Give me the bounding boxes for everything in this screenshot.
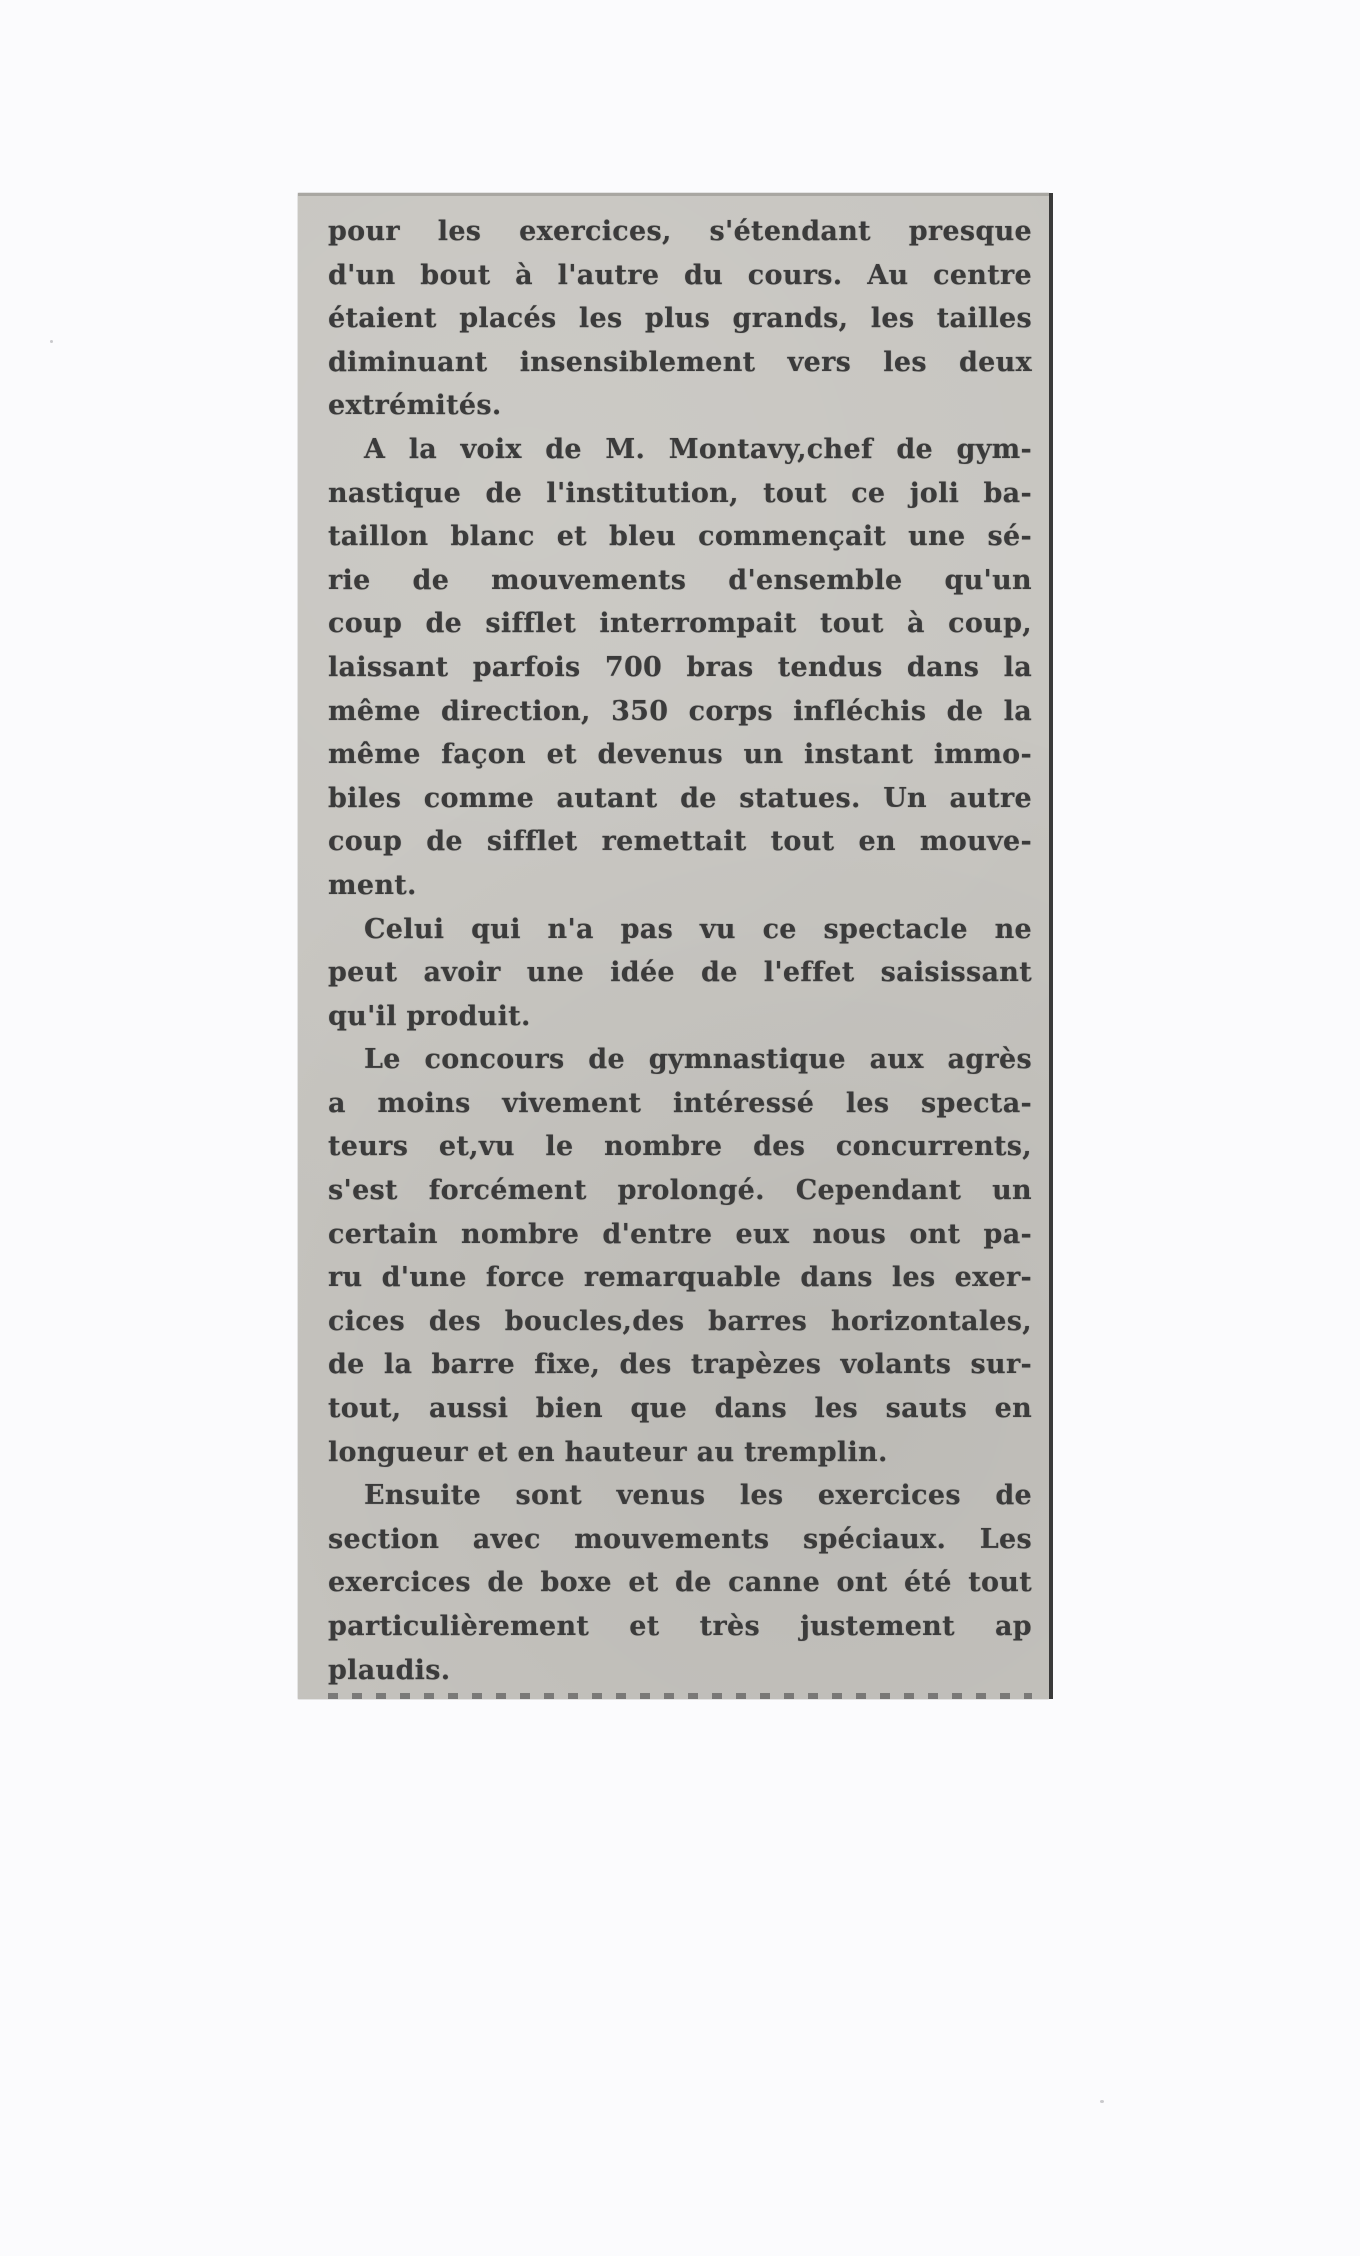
article-line: cices des boucles,des barres horizontales, <box>328 1305 1032 1337</box>
article-line: coup de sifflet interrompait tout à coup, <box>328 608 1032 640</box>
article-line: peut avoir une idée de l'effet saisissant <box>328 957 1032 989</box>
article-line: teurs et,vu le nombre des concurrents, <box>328 1131 1032 1163</box>
article-line: ru d'une force remarquable dans les exer- <box>328 1262 1032 1294</box>
article-line: s'est forcément prolongé. Cependant un <box>328 1175 1032 1207</box>
clipping-top-edge <box>298 193 1049 196</box>
article-line: Celui qui n'a pas vu ce spectacle ne <box>364 913 1032 945</box>
article-line: diminuant insensiblement vers les deux <box>328 346 1032 378</box>
article-line: longueur et en hauteur au tremplin. <box>328 1436 888 1468</box>
article-line: même direction, 350 corps infléchis de la <box>328 695 1032 727</box>
article-line: coup de sifflet remettait tout en mouve- <box>328 826 1032 858</box>
article-line: biles comme autant de statues. Un autre <box>328 782 1032 814</box>
article-line: section avec mouvements spéciaux. Les <box>328 1523 1032 1555</box>
article-column <box>328 210 1032 1692</box>
newspaper-clipping <box>298 193 1049 1699</box>
article-line: qu'il produit. <box>328 1000 531 1032</box>
article-line: certain nombre d'entre eux nous ont pa- <box>328 1218 1032 1250</box>
scan-speck <box>1100 2100 1104 2103</box>
article-line: Le concours de gymnastique aux agrès <box>364 1044 1032 1076</box>
article-line: étaient placés les plus grands, les tailles <box>328 303 1032 335</box>
article-line: taillon blanc et bleu commençait une sé- <box>328 521 1032 553</box>
article-line: rie de mouvements d'ensemble qu'un <box>328 564 1032 596</box>
article-line: laissant parfois 700 bras tendus dans la <box>328 651 1032 683</box>
article-line: tout, aussi bien que dans les sauts en <box>328 1393 1032 1425</box>
article-line: a moins vivement intéressé les specta- <box>328 1087 1032 1119</box>
clipping-column-rule <box>1049 193 1053 1699</box>
article-line: plaudis. <box>328 1654 451 1686</box>
article-line: Ensuite sont venus les exercices de <box>364 1480 1032 1512</box>
article-line: même façon et devenus un instant immo- <box>328 739 1032 771</box>
article-line: pour les exercices, s'étendant presque <box>328 216 1032 247</box>
article-line: A la voix de M. Montavy,chef de gym- <box>364 433 1032 465</box>
article-line: ment. <box>328 869 417 901</box>
article-line: de la barre fixe, des trapèzes volants sur- <box>328 1349 1032 1381</box>
article-line: particulièrement et très justement ap <box>328 1611 1032 1642</box>
article-line: extrémités. <box>328 390 502 422</box>
cut-off-next-line <box>328 1693 1032 1699</box>
article-line: exercices de boxe et de canne ont été tout <box>328 1567 1032 1599</box>
article-line: d'un bout à l'autre du cours. Au centre <box>328 259 1032 291</box>
scan-speck <box>50 340 53 343</box>
article-line: nastique de l'institution, tout ce joli ba- <box>328 477 1032 509</box>
